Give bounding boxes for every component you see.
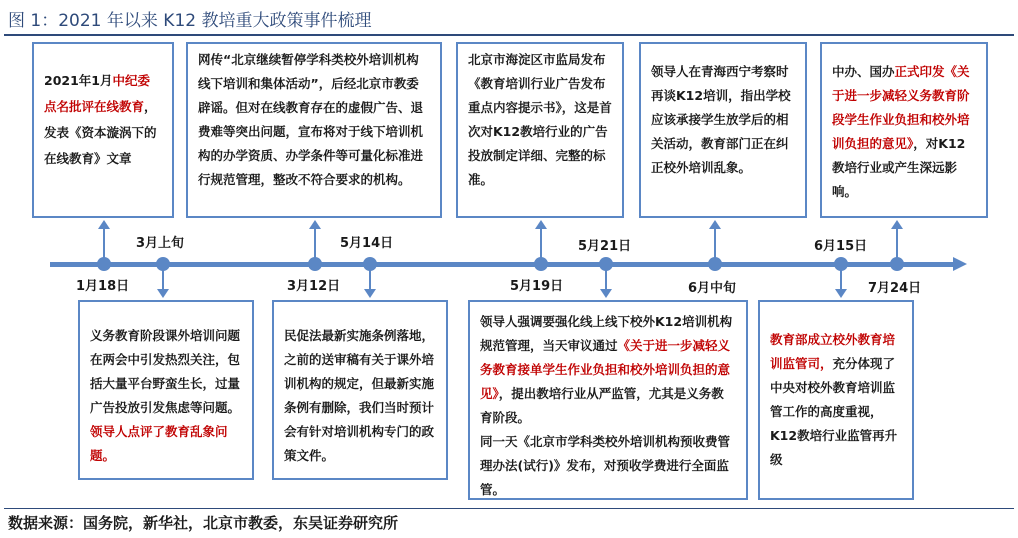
timeline-dot-1 (97, 257, 111, 271)
date-label-7: 6月中旬 (688, 281, 737, 296)
date-label-8: 6月15日 (814, 239, 868, 254)
source-note: 数据来源：国务院，新华社，北京市教委，东吴证券研究所 (8, 514, 399, 532)
connector-3-arrow (309, 220, 321, 229)
event-9-highlight: 正式印发《关于进一步减轻义务教育阶段学生作业负担和校外培训负担的意见》 (832, 64, 970, 151)
connector-3 (314, 227, 316, 260)
timeline-dot-4 (363, 257, 377, 271)
timeline-dot-5 (534, 257, 548, 271)
event-2-highlight: 领导人点评了教育乱象问题。 (90, 424, 228, 463)
event-9-text-a: 中办、国办 (832, 64, 895, 79)
event-1-date-text: 2021年1月 (44, 73, 113, 88)
event-6-highlight: 《关于进一步减轻义务教育接单学生作业负担和校外培训负担的意见》 (480, 338, 731, 401)
event-1-text: ，发表《资本漩涡下的在线教育》文章 (44, 99, 157, 166)
date-label-3: 3月12日 (287, 279, 341, 294)
date-label-5: 5月19日 (510, 279, 564, 294)
connector-8-arrow (835, 289, 847, 298)
event-box-4 (272, 300, 448, 480)
event-2-text: 义务教育阶段课外培训问题在两会中引发热烈关注，包括大量平台野蛮生长，过量广告投放引发焦虑等问题。 (90, 328, 241, 415)
connector-2-arrow (157, 289, 169, 298)
event-6-text-d: 同一天《北京市学科类校外培训机构预收费管理办法(试行)》发布，对预收学费进行全面监管。 (480, 434, 731, 497)
connector-7-arrow (709, 220, 721, 229)
timeline-dot-3 (308, 257, 322, 271)
event-box-6 (468, 300, 748, 500)
event-box-3 (186, 42, 442, 218)
connector-5-arrow (535, 220, 547, 229)
event-box-5 (456, 42, 624, 218)
connector-2 (162, 268, 164, 291)
connector-5 (540, 227, 542, 260)
event-5-text: 北京市海淀区市监局发布《教育培训行业广告发布重点内容提示书》，这是首次对K12教培行业的广告投放制定详细、完整的标准。 (468, 52, 612, 187)
timeline-dot-2 (156, 257, 170, 271)
date-label-9: 7月24日 (868, 281, 922, 296)
event-4-text: 民促法最新实施条例落地，之前的送审稿有关于课外培训机构的规定，但最新实施条例有删除，我们当时预计会有针对培训机构专门的政策文件。 (284, 328, 435, 463)
connector-6 (605, 268, 607, 291)
event-7-text: 领导人在青海西宁考察时再谈K12培训，指出学校应该承接学生放学后的相关活动，教育部门正在纠正校外培训乱象。 (651, 64, 791, 175)
title-divider (4, 34, 1014, 36)
event-8-highlight: 教育部成立校外教育培训监管司， (770, 332, 896, 371)
connector-4 (369, 268, 371, 291)
event-3-text: 网传“北京继续暂停学科类校外培训机构线下培训和集体活动”，后经北京市教委辟谣。但对在线教育存在的虚假广告、退费难等突出问题，宣布将对于线下培训机构的办学资质、办学条件等可量化标准进行规范管理，整改不符合要求的机构。 (198, 52, 424, 187)
event-8-text: 充分体现了中央对校外教育培训监管工作的高度重视，K12教培行业监管再升级 (770, 356, 898, 467)
figure-title: 图 1：2021 年以来 K12 教培重大政策事件梳理 (8, 11, 372, 31)
timeline-arrowhead (953, 257, 967, 271)
event-9-text-c: ，对K12教培行业或产生深远影响。 (832, 136, 966, 199)
event-6-text-a: 领导人强调要强化线上线下校外K12培训机构规范管理，当天审议通过 (480, 314, 733, 353)
event-box-9 (820, 42, 988, 218)
connector-1 (103, 227, 105, 260)
event-1-highlight: 中纪委点名批评在线教育 (44, 73, 151, 114)
date-label-2: 3月上旬 (136, 236, 185, 251)
connector-9-arrow (891, 220, 903, 229)
timeline-dot-9 (890, 257, 904, 271)
timeline-dot-6 (599, 257, 613, 271)
connector-6-arrow (600, 289, 612, 298)
date-label-1: 1月18日 (76, 279, 130, 294)
event-box-8 (758, 300, 914, 500)
timeline-dot-7 (708, 257, 722, 271)
timeline-axis (50, 262, 955, 267)
connector-1-arrow (98, 220, 110, 229)
connector-9 (896, 227, 898, 260)
timeline-dot-8 (834, 257, 848, 271)
connector-4-arrow (364, 289, 376, 298)
event-box-2 (78, 300, 254, 480)
date-label-4: 5月14日 (340, 236, 394, 251)
event-box-7 (639, 42, 807, 218)
event-6-text-c: ，提出教培行业从严监管，尤其是义务教育阶段。 (480, 386, 724, 425)
date-label-6: 5月21日 (578, 239, 632, 254)
connector-8 (840, 268, 842, 291)
event-box-1 (32, 42, 174, 218)
footer-divider (4, 508, 1014, 509)
connector-7 (714, 227, 716, 260)
